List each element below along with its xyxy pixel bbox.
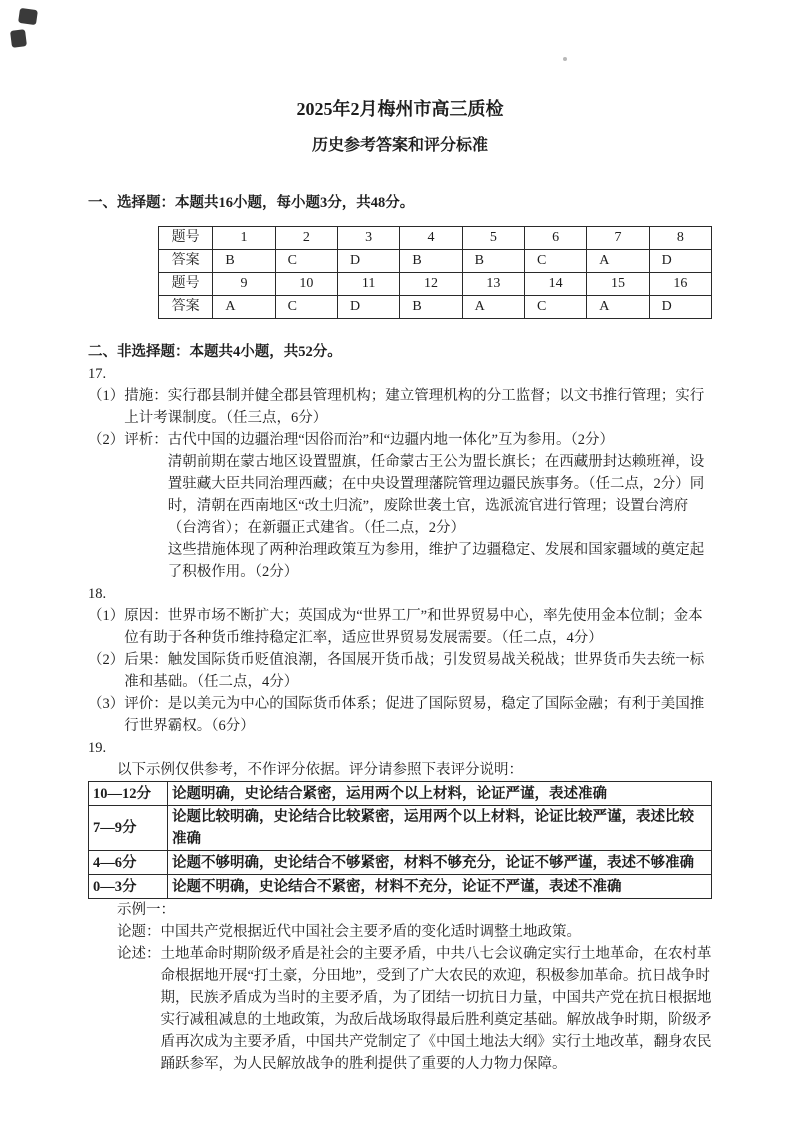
score-range-cell: 0—3分 [89,875,168,899]
item-text: 中国共产党根据近代中国社会主要矛盾的变化适时调整土地政策。 [160,924,581,940]
score-desc-cell: 论题不明确，史论结合不紧密，材料不充分，论证不严谨，表述不准确 [168,875,712,899]
score-range-cell: 4—6分 [89,851,168,875]
item-label: （2）评析： [88,432,168,448]
table-cell: B [462,250,524,273]
item-paragraph: 清朝前期在蒙古地区设置盟旗，任命蒙古王公为盟长旗长；在西藏册封达赖班禅，设置驻藏大臣共同治理西藏；在中央设置理藩院管理边疆民族事务。（任二点，2分）同时，清朝在西南地区“改土归流”，废除世袭土官，选派流官进行管理；设置台湾府（台湾省）；在新疆正式建省。（任二点，2分） [167,454,705,536]
table-row [89,806,712,851]
score-desc-cell: 论题不够明确，史论结合不够紧密，材料不够充分，论证不够严谨，表述不够准确 [168,851,712,875]
table-row [159,227,712,250]
q18-item-2 [88,649,712,693]
scan-stamp-mark [10,8,42,52]
table-row [159,273,712,296]
table-cell: 7 [587,227,649,250]
score-range-cell: 10—12分 [89,782,168,806]
thesis-line [117,921,712,943]
item-text: 土地革命时期阶级矛盾是社会的主要矛盾，中共八七会议确定实行土地革命，在农村革命根据地开展“打土豪，分田地”，受到了广大农民的欢迎，积极参加革命。抗日战争时期，民族矛盾成为当时的主要矛盾，为了团结一切抗日力量，中国共产党在抗日根据地实行减租减息的土地政策，为敌后战场取得最后胜利奠定基础。解放战争时期，阶级矛盾再次成为主要矛盾，中国共产党制定了《中国土地法大纲》实行土地改革，翻身农民踊跃参军，为人民解放战争的胜利提供了重要的人力物力保障。 [160,946,712,1072]
table-cell: 6 [524,227,586,250]
document-page [88,0,712,1075]
item-label: （1） [88,608,125,624]
table-cell: 题号 [159,227,213,250]
item-paragraph: 古代中国的边疆治理“因俗而治”和“边疆内地一体化”互为参用。（2分） [167,432,614,448]
grading-note: 以下示例仅供参考，不作评分依据。评分请参照下表评分说明： [117,762,523,778]
item-text: 评价：是以美元为中心的国际货币体系；促进了国际贸易，稳定了国际金融；有利于美国推行世界霸权。（6分） [124,696,705,734]
doc-subtitle: 历史参考答案和评分标准 [311,137,488,154]
table-cell: C [275,296,337,319]
table-cell: 题号 [159,273,213,296]
table-row [89,851,712,875]
question-18-number: 18. [88,586,107,602]
scan-blob-icon [10,29,27,48]
table-cell: D [337,296,399,319]
example-heading: 示例一： [117,902,175,918]
q17-item-1 [88,385,712,429]
table-row [89,782,712,806]
item-text [168,429,712,583]
table-cell: A [587,296,649,319]
table-cell: B [400,296,462,319]
table-cell: 8 [649,227,711,250]
table-row [89,875,712,899]
item-paragraph: 这些措施体现了两种治理政策互为参用，维护了边疆稳定、发展和国家疆域的奠定起了积极作用。（2分） [167,542,705,580]
table-cell: 答案 [159,250,213,273]
table-cell: 4 [400,227,462,250]
table-row [159,296,712,319]
table-cell: B [400,250,462,273]
item-text: 原因：世界市场不断扩大；英国成为“世界工厂”和世界贸易中心，率先使用金本位制；金本位有助于各种货币维持稳定汇率，适应世界贸易发展需要。（任二点，4分） [124,608,703,646]
table-cell: 10 [275,273,337,296]
table-cell: A [587,250,649,273]
table-cell: 1 [213,227,275,250]
exposition-block [117,943,712,1075]
table-cell: 9 [213,273,275,296]
score-desc-cell: 论题明确，史论结合紧密，运用两个以上材料，论证严谨，表述准确 [168,782,712,806]
table-cell: 14 [524,273,586,296]
table-cell: 2 [275,227,337,250]
q17-item-2 [88,429,712,583]
table-cell: 答案 [159,296,213,319]
table-cell: 11 [337,273,399,296]
table-cell: 15 [587,273,649,296]
table-cell: D [649,296,711,319]
question-19-number: 19. [88,740,107,756]
q18-item-1 [88,605,712,649]
table-cell: 5 [462,227,524,250]
table-cell: 12 [400,273,462,296]
table-cell: A [462,296,524,319]
item-label: （2） [88,652,125,668]
item-text: 后果：触发国际货币贬值浪潮，各国展开货币战；引发贸易战关税战；世界货币失去统一标准和基础。（任二点，4分） [124,652,705,690]
doc-title: 2025年2月梅州市高三质检 [296,99,504,119]
score-desc-cell: 论题比较明确，史论结合比较紧密，运用两个以上材料，论证比较严谨，表述比较准确 [168,806,712,851]
scan-blob-icon [18,8,38,25]
table-row [159,250,712,273]
question-17-number: 17. [88,366,107,382]
q18-item-3 [88,693,712,737]
item-label: （3） [88,696,125,712]
table-cell: C [275,250,337,273]
item-label: 论题： [117,924,161,940]
answer-table [158,226,712,319]
table-cell: C [524,296,586,319]
item-label: 论述： [117,946,161,962]
table-cell: 3 [337,227,399,250]
score-range-cell: 7—9分 [89,806,168,851]
table-cell: C [524,250,586,273]
table-cell: D [337,250,399,273]
table-cell: B [213,250,275,273]
table-cell: 16 [649,273,711,296]
section2-heading: 二、非选择题：本题共4小题，共52分。 [88,344,342,360]
scoring-table [88,781,712,899]
item-label: （1） [88,388,125,404]
table-cell: D [649,250,711,273]
table-cell: A [213,296,275,319]
section1-heading: 一、选择题：本题共16小题，每小题3分，共48分。 [88,195,415,211]
table-cell: 13 [462,273,524,296]
item-text: 措施：实行郡县制并健全郡县管理机构；建立管理机构的分工监督；以文书推行管理；实行上计考课制度。（任三点，6分） [124,388,705,426]
